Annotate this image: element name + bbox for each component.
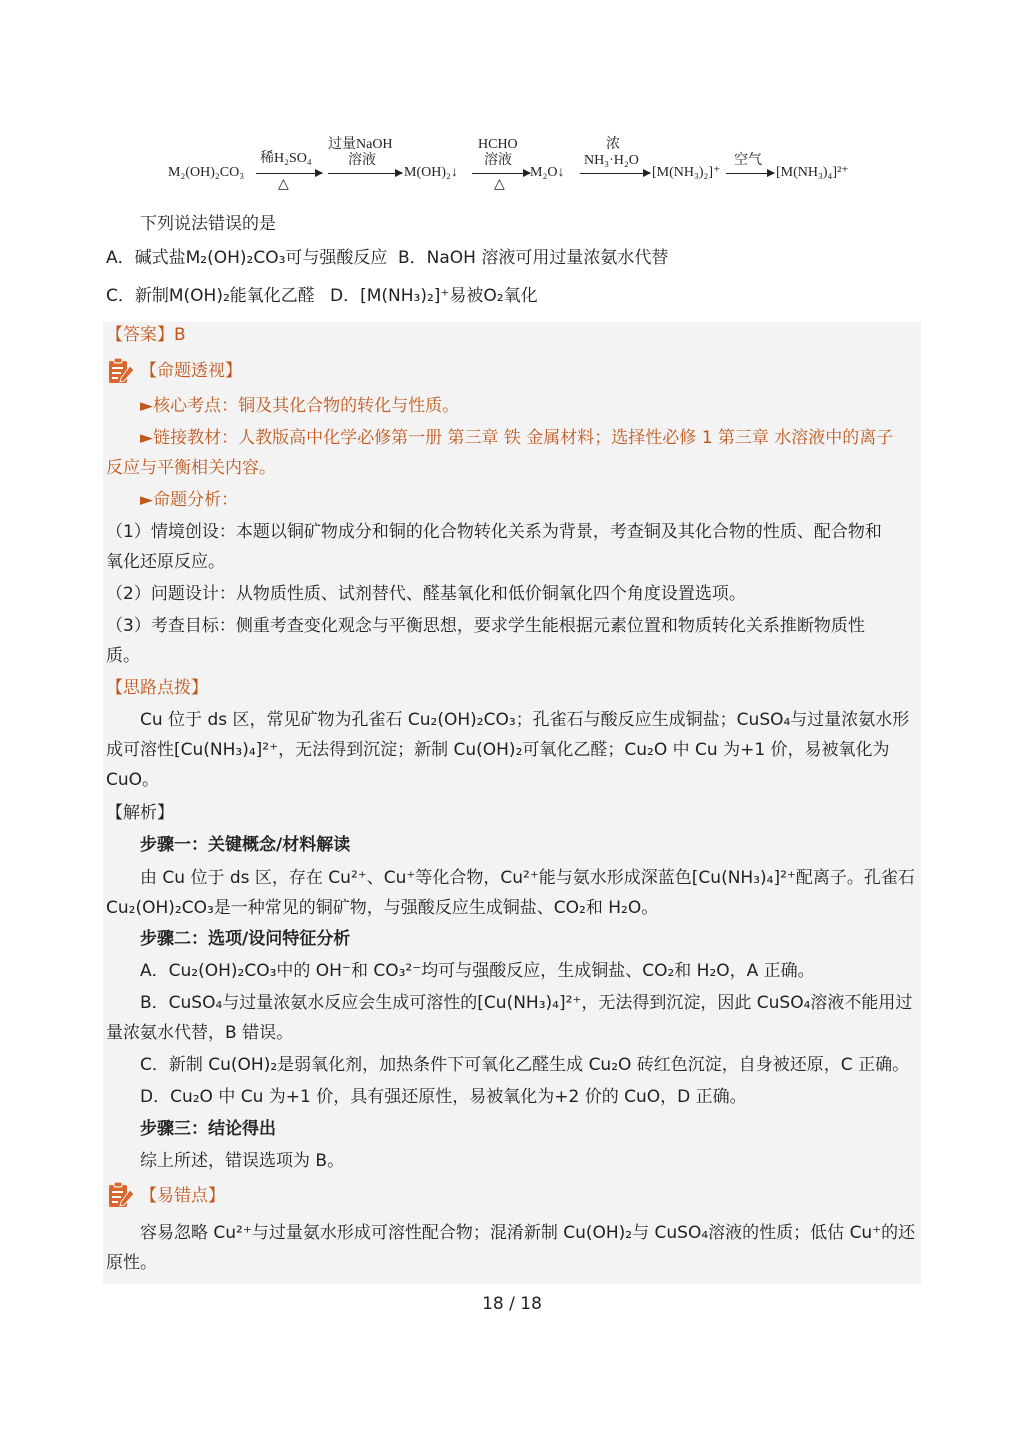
analysis-p3a: （3）考查目标：侧重考查变化观念与平衡思想，要求学生能根据元素位置和物质转化关系推断物质性 [106,616,865,636]
step-2-c: C．新制 Cu(OH)₂是弱氧化剂，加热条件下可氧化乙醛生成 Cu₂O 砖红色沉淀，自身被还原，C 正确。 [140,1055,910,1075]
hint-line-3: CuO。 [106,770,160,790]
step-1-title: 步骤一：关键概念/材料解读 [140,835,351,855]
step-2-b1: B．CuSO₄与过量浓氨水反应会生成可溶性的[Cu(NH₃)₄]²⁺，无法得到沉淀，因此 CuSO₄溶液不能用过 [140,993,913,1013]
step-2-title: 步骤二：选项/设问特征分析 [140,929,351,949]
clipboard-pen-icon [106,1180,136,1210]
step2-reagent-bottom: 溶液 [348,153,376,168]
mistake-line-2: 原性。 [106,1253,157,1273]
answer: 【答案】B [106,325,186,345]
analysis-label: ►命题分析： [140,490,239,510]
conclusion: 综上所述，错误选项为 B。 [140,1151,345,1171]
analysis-p2: （2）问题设计：从物质性质、试剂替代、醛基氧化和低价铜氧化四个角度设置选项。 [106,584,746,604]
step1-condition: △ [278,177,289,192]
reaction-scheme [160,132,880,192]
hint-title: 【思路点拨】 [106,678,208,698]
arrow-1 [256,173,322,174]
step1-reagent: 稀H₂SO₄ [260,151,312,166]
step-2-d: D．Cu₂O 中 Cu 为+1 价，具有强还原性，易被氧化为+2 价的 CuO，D 正确。 [140,1087,747,1107]
step5-reagent: 空气 [734,153,762,168]
step-3-title: 步骤三：结论得出 [140,1119,276,1139]
step3-reagent-top: HCHO [478,137,518,152]
step-1-line-1: 由 Cu 位于 ds 区，存在 Cu²⁺、Cu⁺等化合物，Cu²⁺能与氨水形成深蓝色[Cu(NH₃)₄]²⁺配离子。孔雀石 [140,868,915,888]
step-2-a: A．Cu₂(OH)₂CO₃中的 OH⁻和 CO₃²⁻均可与强酸反应，生成铜盐、CO₂和 H₂O，A 正确。 [140,961,815,981]
step-2-b2: 量浓氨水代替，B 错误。 [106,1023,294,1043]
option-d: D．[M(NH₃)₂]⁺易被O₂氧化 [330,286,538,306]
intermediate-2: M₂O↓ [530,165,565,180]
hint-line-2: 成可溶性[Cu(NH₃)₄]²⁺，无法得到沉淀；新制 Cu(OH)₂可氧化乙醛；Cu₂O 中 Cu 为+1 价，易被氧化为 [106,740,890,760]
hint-line-1: Cu 位于 ds 区，常见矿物为孔雀石 Cu₂(OH)₂CO₃；孔雀石与酸反应生成铜盐；CuSO₄与过量浓氨水形 [140,710,910,730]
step4-reagent-bottom: NH₃·H₂O [584,153,639,168]
textbook-line-2: 反应与平衡相关内容。 [106,458,276,478]
intermediate-3: [M(NH₃)₂]⁺ [652,165,721,180]
step3-reagent-bottom: 溶液 [484,153,512,168]
mistake-title: 【易错点】 [140,1186,225,1206]
arrow-4 [580,173,650,174]
option-c: C．新制M(OH)₂能氧化乙醛 [106,286,315,306]
mistake-line-1: 容易忽略 Cu²⁺与过量氨水形成可溶性配合物；混淆新制 Cu(OH)₂与 CuSO₄溶液的性质；低估 Cu⁺的还 [140,1223,916,1243]
intermediate-1: M(OH)₂↓ [404,165,458,180]
step-1-line-2: Cu₂(OH)₂CO₃是一种常见的铜矿物，与强酸反应生成铜盐、CO₂和 H₂O。 [106,898,659,918]
analysis-p1b: 氧化还原反应。 [106,552,225,572]
step4-reagent-top: 浓 [606,137,620,152]
arrow-3 [472,173,530,174]
question-prompt: 下列说法错误的是 [140,214,276,234]
solution-title: 【解析】 [106,803,174,823]
clipboard-pen-icon [106,356,136,386]
core-point: ►核心考点：铜及其化合物的转化与性质。 [140,396,460,416]
step3-condition: △ [494,177,505,192]
step2-reagent-top: 过量NaOH [328,137,393,152]
reactant: M₂(OH)₂CO₃ [168,165,245,180]
analysis-p3b: 质。 [106,646,140,666]
option-a: A．碱式盐M₂(OH)₂CO₃可与强酸反应 [106,248,388,268]
page-number: 18 / 18 [482,1294,542,1314]
arrow-5 [726,173,774,174]
analysis-title: 【命题透视】 [140,361,242,381]
product: [M(NH₃)₄]²⁺ [776,165,849,180]
textbook-line-1: ►链接教材：人教版高中化学必修第一册 第三章 铁 金属材料；选择性必修 1 第三章 水溶液中的离子 [140,428,894,448]
arrow-2 [328,173,402,174]
option-b: B．NaOH 溶液可用过量浓氨水代替 [398,248,669,268]
analysis-p1a: （1）情境创设：本题以铜矿物成分和铜的化合物转化关系为背景，考查铜及其化合物的性质、配合物和 [106,522,882,542]
